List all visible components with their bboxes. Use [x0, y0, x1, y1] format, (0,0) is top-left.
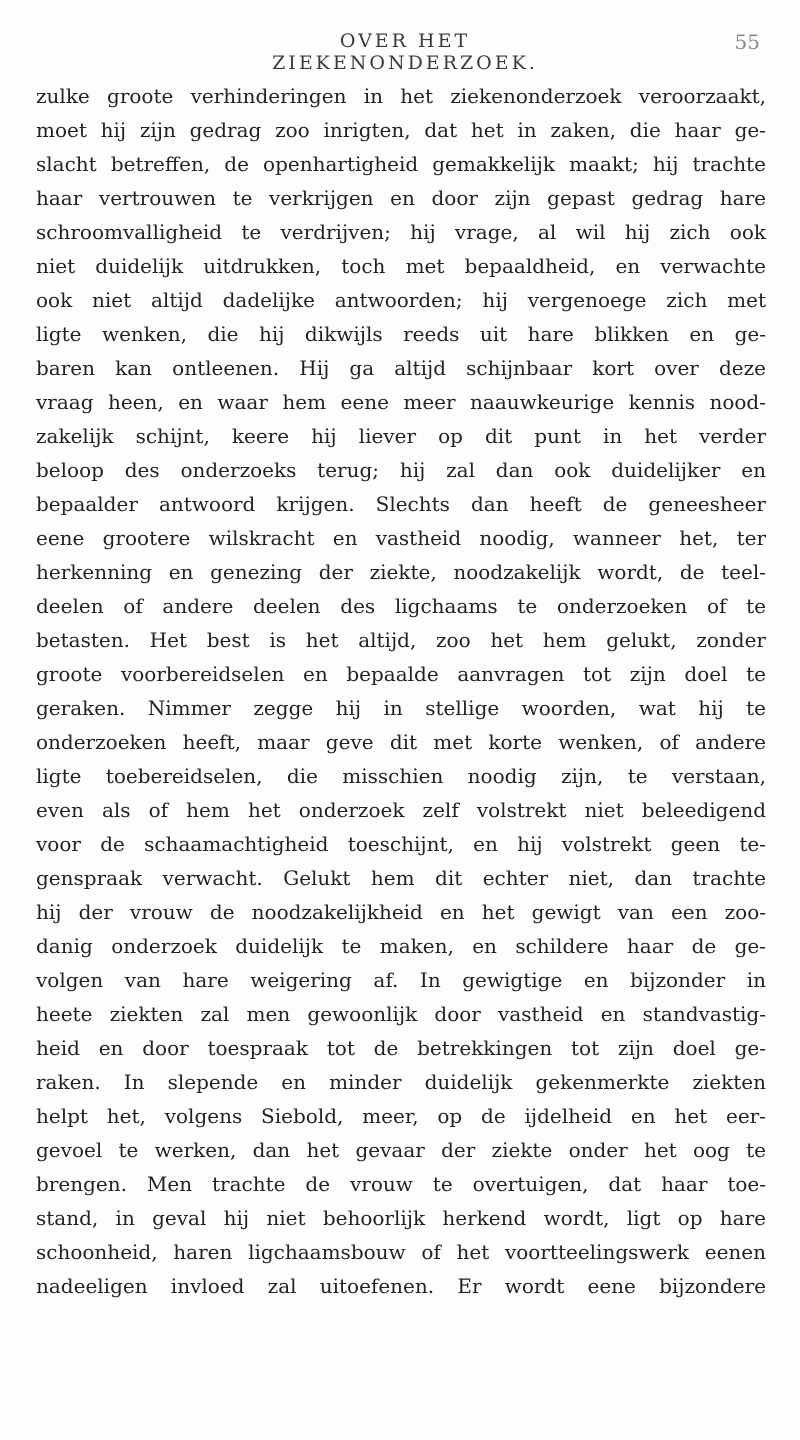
text-line: danig onderzoek duidelijk te maken, en schildere haar de ge- [36, 934, 766, 958]
page-number: 55 [734, 30, 760, 54]
text-line: gevoel te werken, dan het gevaar der ziekte onder het oog te [36, 1138, 766, 1162]
text-line: groote voorbereidselen en bepaalde aanvragen tot zijn doel te [36, 662, 766, 686]
text-line: raken. In slepende en minder duidelijk gekenmerkte ziekten [36, 1070, 766, 1094]
text-line: voor de schaamachtigheid toeschijnt, en hij volstrekt geen te- [36, 832, 766, 856]
text-line: heete ziekten zal men gewoonlijk door vastheid en standvastig- [36, 1002, 766, 1026]
text-line: betasten. Het best is het altijd, zoo het hem gelukt, zonder [36, 628, 766, 652]
text-line: stand, in geval hij niet behoorlijk herkend wordt, ligt op hare [36, 1206, 766, 1230]
text-line: ligte toebereidselen, die misschien noodig zijn, te verstaan, [36, 764, 766, 788]
text-line: vraag heen, en waar hem eene meer naauwkeurige kennis nood- [36, 390, 766, 414]
text-line: ligte wenken, die hij dikwijls reeds uit hare blikken en ge- [36, 322, 766, 346]
text-line: geraken. Nimmer zegge hij in stellige woorden, wat hij te [36, 696, 766, 720]
text-line: beloop des onderzoeks terug; hij zal dan ook duidelijker en [36, 458, 766, 482]
text-line: ook niet altijd dadelijke antwoorden; hij vergenoege zich met [36, 288, 766, 312]
text-line: eene grootere wilskracht en vastheid noodig, wanneer het, ter [36, 526, 766, 550]
text-line: nadeeligen invloed zal uitoefenen. Er wordt eene bijzondere [36, 1274, 766, 1298]
text-line: zakelijk schijnt, keere hij liever op dit punt in het verder [36, 424, 766, 448]
text-line: hij der vrouw de noodzakelijkheid en het gewigt van een zoo- [36, 900, 766, 924]
text-line: niet duidelijk uitdrukken, toch met bepaaldheid, en verwachte [36, 254, 766, 278]
text-line: baren kan ontleenen. Hij ga altijd schijnbaar kort over deze [36, 356, 766, 380]
text-line: schoonheid, haren ligchaamsbouw of het voortteelingswerk eenen [36, 1240, 766, 1264]
running-head [0, 30, 800, 74]
text-line: moet hij zijn gedrag zoo inrigten, dat het in zaken, die haar ge- [36, 118, 766, 142]
text-line: onderzoeken heeft, maar geve dit met korte wenken, of andere [36, 730, 766, 754]
text-line: genspraak verwacht. Gelukt hem dit echter niet, dan trachte [36, 866, 766, 890]
text-line: brengen. Men trachte de vrouw te overtuigen, dat haar toe- [36, 1172, 766, 1196]
text-line: zulke groote verhinderingen in het ziekenonderzoek veroorzaakt, [36, 84, 766, 108]
text-line: slacht betreffen, de openhartigheid gemakkelijk maakt; hij trachte [36, 152, 766, 176]
text-line: bepaalder antwoord krijgen. Slechts dan heeft de geneesheer [36, 492, 766, 516]
text-line: schroomvalligheid te verdrijven; hij vrage, al wil hij zich ook [36, 220, 766, 244]
text-line: deelen of andere deelen des ligchaams te onderzoeken of te [36, 594, 766, 618]
text-line: haar vertrouwen te verkrijgen en door zijn gepast gedrag hare [36, 186, 766, 210]
running-title: OVER HET ZIEKENONDERZOEK. [272, 30, 538, 74]
text-line: volgen van hare weigering af. In gewigtige en bijzonder in [36, 968, 766, 992]
body-text [36, 79, 766, 1303]
text-line: heid en door toespraak tot de betrekkingen tot zijn doel ge- [36, 1036, 766, 1060]
text-line: helpt het, volgens Siebold, meer, op de ijdelheid en het eer- [36, 1104, 766, 1128]
text-line: herkenning en genezing der ziekte, noodzakelijk wordt, de teel- [36, 560, 766, 584]
text-line: even als of hem het onderzoek zelf volstrekt niet beleedigend [36, 798, 766, 822]
